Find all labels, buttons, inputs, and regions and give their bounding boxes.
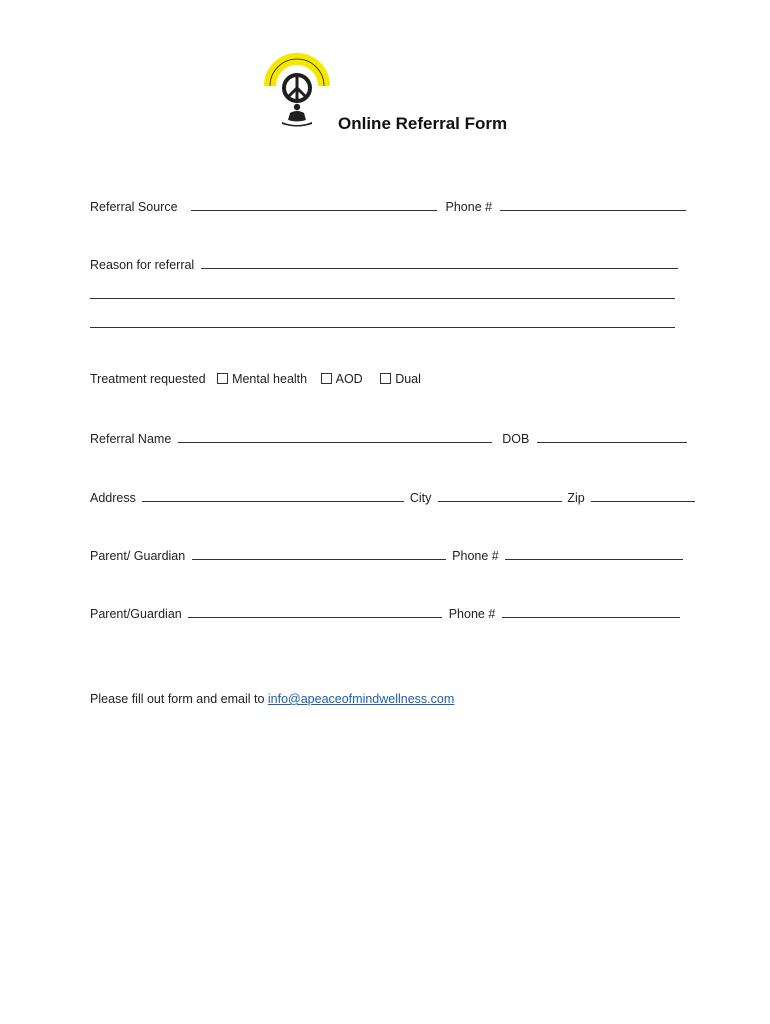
footer-text: Please fill out form and email to bbox=[90, 692, 265, 706]
reason-label: Reason for referral bbox=[90, 258, 195, 272]
treatment-row bbox=[90, 371, 421, 387]
guardian-2-label: Parent/Guardian bbox=[90, 607, 182, 621]
mental-health-label: Mental health bbox=[232, 372, 308, 386]
form-title: Online Referral Form bbox=[338, 114, 508, 133]
zip-label: Zip bbox=[567, 491, 585, 505]
peace-sign-meditator-logo-icon bbox=[264, 50, 330, 128]
organization-logo bbox=[264, 50, 330, 128]
guardian-2-phone-field[interactable] bbox=[502, 604, 680, 618]
reason-row-2 bbox=[90, 285, 675, 303]
dob-field[interactable] bbox=[537, 429, 687, 443]
guardian-2-phone-label: Phone # bbox=[448, 607, 496, 621]
mental-health-checkbox[interactable] bbox=[217, 373, 228, 384]
guardian-2-row bbox=[90, 604, 680, 622]
referral-source-phone-field[interactable] bbox=[500, 197, 686, 211]
treatment-label: Treatment requested bbox=[90, 372, 206, 386]
aod-checkbox[interactable] bbox=[321, 373, 332, 384]
dual-label: Dual bbox=[395, 372, 421, 386]
email-link[interactable]: info@apeaceofmindwellness.com bbox=[267, 692, 455, 706]
city-field[interactable] bbox=[438, 488, 562, 502]
address-row bbox=[90, 488, 695, 506]
referral-source-field[interactable] bbox=[191, 197, 437, 211]
reason-field-line-1[interactable] bbox=[201, 255, 678, 269]
dual-checkbox[interactable] bbox=[380, 373, 391, 384]
reason-row-3 bbox=[90, 314, 675, 332]
referral-name-label: Referral Name bbox=[90, 432, 172, 446]
dob-label: DOB bbox=[502, 432, 530, 446]
aod-label: AOD bbox=[335, 372, 363, 386]
guardian-1-label: Parent/ Guardian bbox=[90, 549, 186, 563]
reason-field-line-3[interactable] bbox=[90, 314, 675, 328]
footer-instruction bbox=[90, 691, 454, 707]
referral-source-row bbox=[90, 197, 686, 215]
referral-name-field[interactable] bbox=[178, 429, 492, 443]
guardian-1-phone-label: Phone # bbox=[452, 549, 499, 563]
address-field[interactable] bbox=[142, 488, 404, 502]
reason-row bbox=[90, 255, 678, 273]
logo-arc-text bbox=[264, 128, 265, 129]
guardian-1-phone-field[interactable] bbox=[505, 546, 683, 560]
referral-source-phone-label: Phone # bbox=[445, 200, 493, 214]
address-label: Address bbox=[90, 491, 136, 505]
reason-field-line-2[interactable] bbox=[90, 285, 675, 299]
guardian-1-field[interactable] bbox=[192, 546, 446, 560]
guardian-1-row bbox=[90, 546, 683, 564]
referral-source-label: Referral Source bbox=[90, 200, 178, 214]
zip-field[interactable] bbox=[591, 488, 695, 502]
referral-name-row bbox=[90, 429, 687, 447]
guardian-2-field[interactable] bbox=[188, 604, 442, 618]
city-label: City bbox=[409, 491, 432, 505]
